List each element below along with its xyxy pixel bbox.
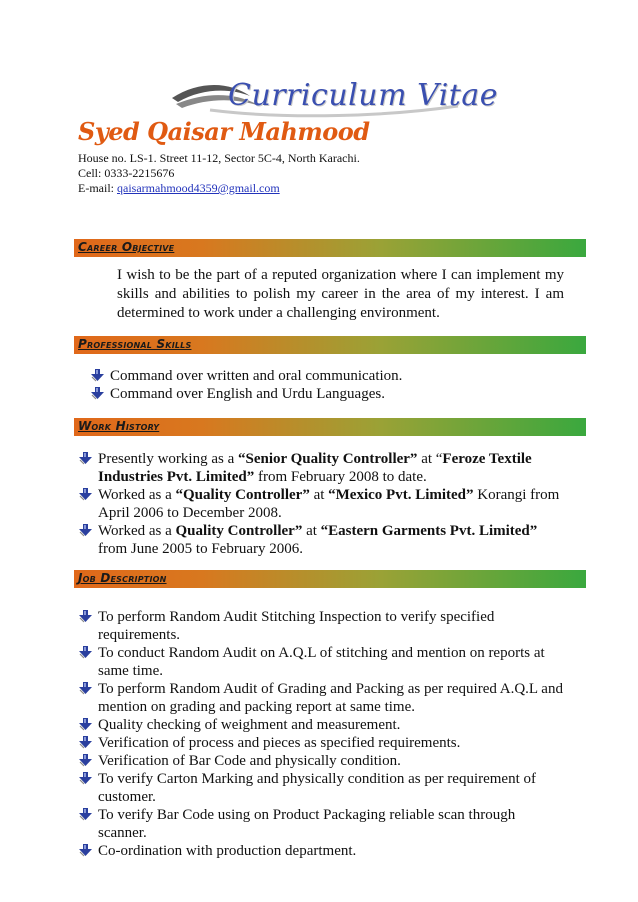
down-arrow-bullet-icon: [90, 368, 105, 383]
down-arrow-bullet-icon: [78, 753, 93, 768]
work-text: Presently working as a: [98, 451, 238, 467]
duty-text: To perform Random Audit Stitching Inspection to verify specified requirements.: [98, 609, 495, 643]
down-arrow-bullet-icon: [78, 717, 93, 732]
email-label: E-mail:: [78, 181, 114, 195]
address: House no. LS-1. Street 11-12, Sector 5C-4, North Karachi.: [78, 151, 360, 165]
list-item: [78, 608, 564, 644]
work-text: at: [309, 487, 329, 503]
duty-text: Verification of Bar Code and physically condition.: [98, 753, 401, 769]
cell-number: 0333-2215676: [104, 166, 175, 180]
career-objective-text: I wish to be the part of a reputed organization where I can implement my skills and abilities to polish my career in the area of my interest. I am determined to work under a challenging environment.: [117, 267, 564, 321]
list-item: [78, 450, 564, 486]
cell-line: [78, 166, 174, 181]
logo-text: Curriculum Vitae: [228, 78, 499, 113]
job-description-list: [78, 608, 564, 860]
down-arrow-bullet-icon: [78, 645, 93, 660]
down-arrow-bullet-icon: [78, 843, 93, 858]
duty-text: To conduct Random Audit on A.Q.L of stitching and mention on reports at same time.: [98, 645, 545, 679]
list-item: [78, 486, 564, 522]
work-text: at “: [417, 451, 443, 467]
duty-text: Co-ordination with production department.: [98, 843, 357, 859]
down-arrow-bullet-icon: [78, 681, 93, 696]
work-dates: from June 2005 to February 2006.: [98, 541, 303, 557]
duty-text: To verify Carton Marking and physically condition as per requirement of customer.: [98, 771, 536, 805]
list-item: [90, 367, 550, 385]
list-item: [78, 522, 564, 558]
list-item: [90, 385, 550, 403]
list-item: [78, 806, 564, 842]
job-title: Quality Controller”: [175, 523, 303, 539]
company-name: “Eastern Garments Pvt. Limited”: [320, 523, 538, 539]
list-item: [78, 842, 564, 860]
down-arrow-bullet-icon: [78, 771, 93, 786]
down-arrow-bullet-icon: [78, 735, 93, 750]
skills-list: [90, 367, 550, 403]
company-name: Feroze Textile Industries Pvt. Limited”: [98, 451, 532, 485]
skill-text: Command over English and Urdu Languages.: [110, 386, 385, 402]
job-title: “Quality Controller”: [175, 487, 310, 503]
career-objective-header: [74, 239, 586, 257]
skill-text: Command over written and oral communication.: [110, 368, 403, 384]
down-arrow-bullet-icon: [78, 523, 93, 538]
job-description-header: [74, 570, 586, 588]
cell-label: Cell:: [78, 166, 102, 180]
duty-text: To perform Random Audit of Grading and Packing as per required A.Q.L and mention on grading and packing report at same time.: [98, 681, 563, 715]
professional-skills-title: Professional Skills: [78, 337, 192, 351]
work-dates: from February 2008 to date.: [254, 469, 427, 485]
list-item: [78, 752, 564, 770]
curriculum-vitae-logo: [170, 76, 499, 118]
duty-text: To verify Bar Code using on Product Packaging reliable scan through scanner.: [98, 807, 516, 841]
company-name: “Mexico Pvt. Limited”: [328, 487, 474, 503]
professional-skills-header: [74, 336, 586, 354]
job-title: “Senior Quality Controller”: [237, 451, 418, 467]
down-arrow-bullet-icon: [78, 609, 93, 624]
list-item: [78, 716, 564, 734]
list-item: [78, 770, 564, 806]
list-item: [78, 734, 564, 752]
email-line: [78, 181, 280, 196]
email-link[interactable]: qaisarmahmood4359@gmail.com: [117, 181, 280, 195]
job-description-title: Job Description: [78, 571, 167, 585]
list-item: [78, 644, 564, 680]
work-history-header: [74, 418, 586, 436]
list-item: [78, 680, 564, 716]
work-text: Worked as a: [98, 523, 176, 539]
work-history-list: [78, 450, 564, 558]
work-text: at: [302, 523, 321, 539]
work-text: Worked as a: [98, 487, 176, 503]
candidate-name: Syed Qaisar Mahmood: [78, 117, 370, 146]
career-objective-title: Career Objective: [78, 240, 175, 254]
duty-text: Quality checking of weighment and measurement.: [98, 717, 401, 733]
work-dates: Korangi from April 2006 to December 2008.: [98, 487, 560, 521]
down-arrow-bullet-icon: [78, 487, 93, 502]
down-arrow-bullet-icon: [78, 451, 93, 466]
down-arrow-bullet-icon: [90, 386, 105, 401]
duty-text: Verification of process and pieces as specified requirements.: [98, 735, 461, 751]
work-history-title: Work History: [78, 419, 160, 433]
down-arrow-bullet-icon: [78, 807, 93, 822]
